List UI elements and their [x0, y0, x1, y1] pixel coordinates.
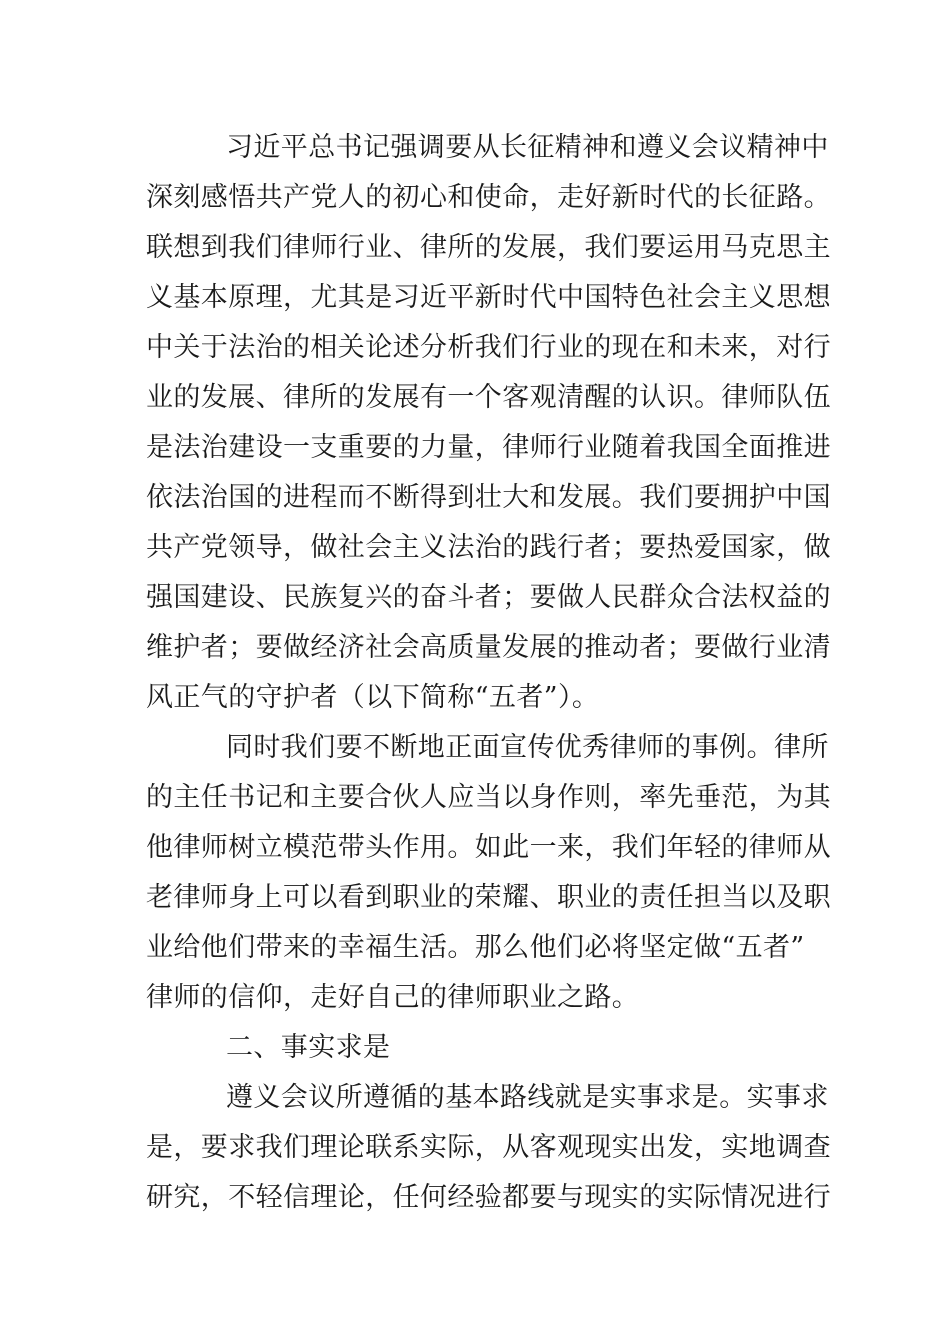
paragraph-line-14: 的主任书记和主要合伙人应当以身作则，率先垂范，为其	[146, 782, 831, 813]
paragraph-line-16: 老律师身上可以看到职业的荣耀、职业的责任担当以及职	[146, 882, 831, 913]
paragraph-line-12: 风正气的守护者（以下简称“五者”）。	[146, 682, 600, 713]
paragraph-line-18: 律师的信仰，走好自己的律师职业之路。	[146, 982, 640, 1013]
paragraph-line-9: 共产党领导，做社会主义法治的践行者；要热爱国家，做	[146, 532, 831, 563]
paragraph-line-15: 他律师树立模范带头作用。如此一来，我们年轻的律师从	[146, 832, 831, 863]
paragraph-line-17: 业给他们带来的幸福生活。那么他们必将坚定做“五者”	[146, 932, 805, 963]
paragraph-line-19: 遵义会议所遵循的基本路线就是实事求是。实事求	[226, 1082, 829, 1113]
paragraph-line-13: 同时我们要不断地正面宣传优秀律师的事例。律所	[226, 732, 829, 763]
paragraph-line-6: 业的发展、律所的发展有一个客观清醒的认识。律师队伍	[146, 382, 831, 413]
paragraph-line-1: 习近平总书记强调要从长征精神和遵义会议精神中	[226, 132, 829, 163]
paragraph-line-5: 中关于法治的相关论述分析我们行业的现在和未来，对行	[146, 332, 831, 363]
paragraph-line-2: 深刻感悟共产党人的初心和使命，走好新时代的长征路。	[146, 182, 831, 213]
paragraph-line-10: 强国建设、民族复兴的奋斗者；要做人民群众合法权益的	[146, 582, 831, 613]
paragraph-line-21: 研究，不轻信理论，任何经验都要与现实的实际情况进行	[146, 1182, 831, 1213]
paragraph-line-20: 是，要求我们理论联系实际，从客观现实出发，实地调查	[146, 1132, 831, 1163]
paragraph-line-11: 维护者；要做经济社会高质量发展的推动者；要做行业清	[146, 632, 831, 663]
paragraph-line-8: 依法治国的进程而不断得到壮大和发展。我们要拥护中国	[146, 482, 831, 513]
paragraph-line-3: 联想到我们律师行业、律所的发展，我们要运用马克思主	[146, 232, 831, 263]
paragraph-line-7: 是法治建设一支重要的力量，律师行业随着我国全面推进	[146, 432, 831, 463]
paragraph-line-4: 义基本原理，尤其是习近平新时代中国特色社会主义思想	[146, 282, 831, 313]
section-heading: 二、事实求是	[226, 1032, 391, 1063]
